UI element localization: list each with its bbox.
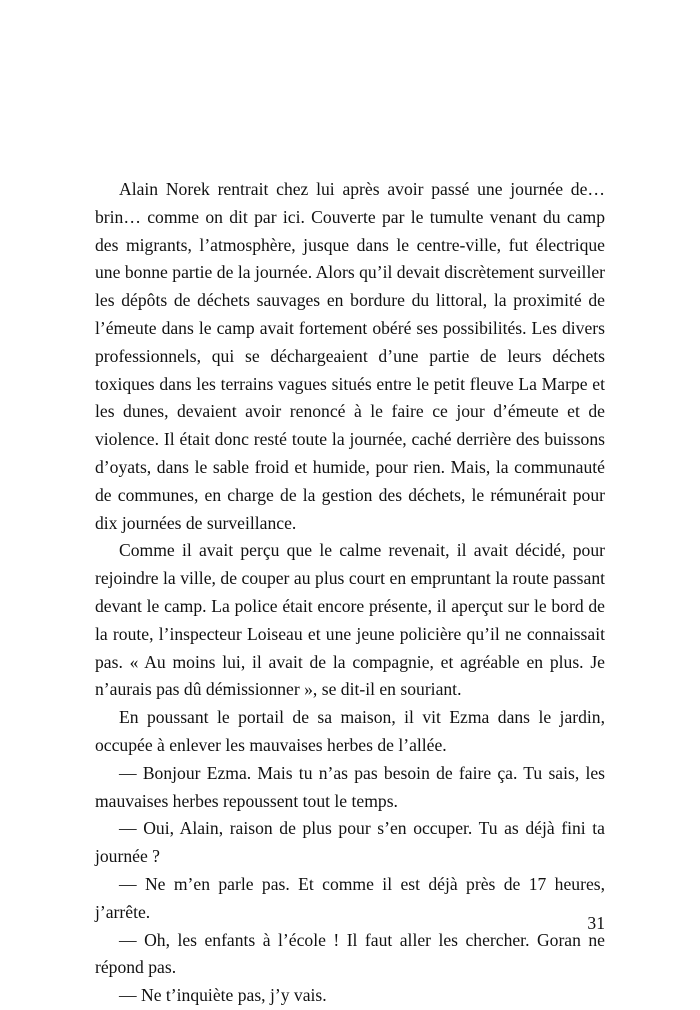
dialogue-line-5: — Ne t’inquiète pas, j’y vais. — [119, 985, 327, 1006]
paragraph-2: Comme il avait perçu que le calme revenait, il avait décidé, pour rejoindre la ville, de couper au plus court en empruntant la route passant devant le camp. La police était encore présente, il aperçut sur le bord de la route, l’inspecteur Loiseau et une jeune policière qu’il ne connaissait pas. « Au moins lui, il avait de la compagnie, et agréable en plus. Je n’aurais pas dû démissionner », se dit-il en souriant. — [95, 540, 605, 700]
body-text — [95, 176, 605, 1010]
page-number: 31 — [587, 913, 605, 933]
dialogue-line-3: — Ne m’en parle pas. Et comme il est déjà près de 17 heures, j’arrête. — [95, 873, 605, 922]
paragraph-1: Alain Norek rentrait chez lui après avoir passé une journée de… brin… comme on dit par ici. Couverte par le tumulte venant du camp des migrants, l’atmosphère, jusque dans le centre-ville, fut électrique une bonne partie de la journée. Alors qu’il devait discrètement surveiller les dépôts de déchets sauvages en bordure du littoral, la proximité de l’émeute dans le camp avait fortement obéré ses possibilités. Les divers professionnels, qui se déchargeaient d’une partie de leurs déchets toxiques dans les terrains vagues situés entre le petit fleuve La Marpe et les dunes, devaient avoir renoncé à le faire ce jour d’émeute et de violence. Il était donc resté toute la journée, caché derrière des buissons d’oyats, dans le sable froid et humide, pour rien. Mais, la communauté de communes, en charge de la gestion des déchets, le rémunérait pour dix journées de surveillance. — [95, 179, 605, 533]
dialogue-line-1: — Bonjour Ezma. Mais tu n’as pas besoin de faire ça. Tu sais, les mauvaises herbes repoussent tout le temps. — [95, 762, 605, 811]
paragraph-3: En poussant le portail de sa maison, il vit Ezma dans le jardin, occupée à enlever les mauvaises herbes de l’allée. — [95, 707, 605, 755]
dialogue-line-4: — Oh, les enfants à l’école ! Il faut aller les chercher. Goran ne répond pas. — [95, 929, 605, 978]
dialogue-line-2: — Oui, Alain, raison de plus pour s’en occuper. Tu as déjà fini ta journée ? — [95, 818, 605, 867]
